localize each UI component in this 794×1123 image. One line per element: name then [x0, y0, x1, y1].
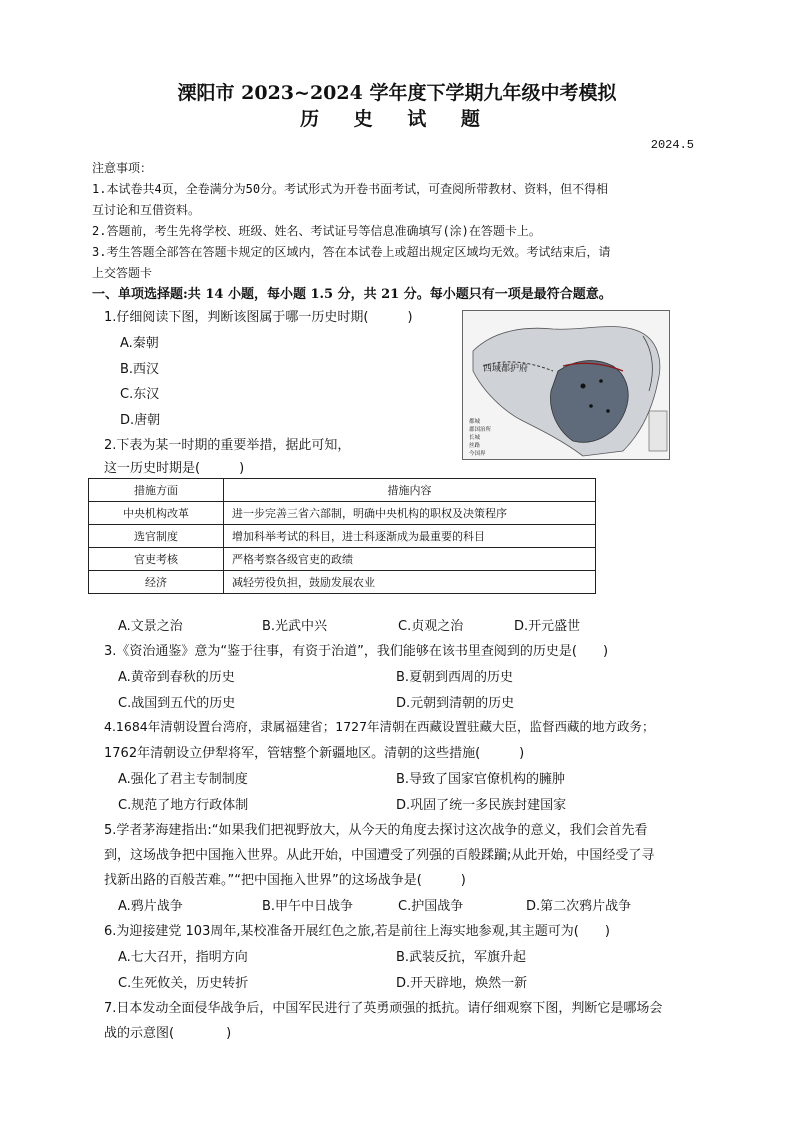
q6-option-b: B.武装反抗，军旗升起: [396, 950, 527, 965]
map-drawing: [463, 311, 669, 459]
q1-option-d: D.唐朝: [120, 413, 161, 428]
q4-option-b: B.导致了国家官僚机构的臃肿: [396, 772, 566, 787]
q3-option-c: C.战国到五代的历史: [118, 696, 236, 711]
map-legend-item: 长城: [469, 435, 481, 441]
map-legend-item: 丝路: [469, 443, 481, 449]
table-cell: 经济: [89, 571, 224, 594]
question-3-stem: 3.《资治通鉴》意为“鉴于往事，有资于治道”，我们能够在该书里查阅到的历史是( ): [104, 644, 609, 659]
q1-option-c: C.东汉: [120, 387, 160, 402]
table-cell: 官吏考核: [89, 548, 224, 571]
question-4-stem: 1762年清朝设立伊犁将军，管辖整个新疆地区。清朝的这些措施( ): [104, 746, 525, 761]
map-legend-item: 郡国治所: [469, 427, 492, 433]
table-cell: 进一步完善三省六部制，明确中央机构的职权及决策程序: [224, 502, 596, 525]
q5-option-b: B.甲午中日战争: [262, 899, 354, 914]
q6-option-d: D.开天辟地，焕然一新: [396, 976, 528, 991]
table-row: [89, 502, 596, 525]
table-row: [89, 548, 596, 571]
question-5-stem: 到，这场战争把中国拖入世界。从此开始，中国遭受了列强的百般蹂躏;从此开始，中国经受了寻: [104, 848, 655, 863]
question-4-stem: 4.1684年清朝设置台湾府，隶属福建省；1727年清朝在西藏设置驻藏大臣，监督西藏的地方政务；: [104, 719, 655, 734]
question-2-stem: 这一历史时期是( ): [104, 461, 245, 476]
q2-option-d: D.开元盛世: [514, 619, 581, 634]
question-5-stem: 找新出路的百般苦难。”“把中国拖入世界”的这场战争是( ): [104, 873, 466, 888]
table-cell: 严格考察各级官吏的政绩: [224, 548, 596, 571]
q5-option-a: A.鸦片战争: [118, 899, 183, 914]
question-7-stem: 7.日本发动全面侵华战争后，中国军民进行了英勇顽强的抵抗。请仔细观察下图，判断它是哪场会: [104, 1001, 663, 1016]
notes-block: [92, 158, 610, 284]
q2-option-c: C.贞观之治: [398, 619, 464, 634]
notes-line: 2.答题前，考生先将学校、班级、姓名、考试证号等信息准确填写(涂)在答题卡上。: [92, 224, 541, 238]
table-row: [89, 571, 596, 594]
exam-date: 2024.5: [650, 138, 694, 152]
section-heading: 一、单项选择题:共 14 小题，每小题 1.5 分，共 21 分。每小题只有一项是最符合题意。: [92, 287, 612, 302]
question-5-stem: 5.学者茅海建指出:“如果我们把视野放大，从今天的角度去探讨这次战争的意义，我们会首先看: [104, 823, 648, 838]
table-cell: 减轻劳役负担，鼓励发展农业: [224, 571, 596, 594]
q3-option-b: B.夏朝到西周的历史: [396, 670, 514, 685]
q1-option-a: A.秦朝: [120, 336, 159, 351]
notes-line: 互讨论和互借资料。: [92, 203, 201, 217]
measures-table: [88, 478, 596, 594]
q1-option-b: B.西汉: [120, 362, 160, 377]
table-header-cell: 措施内容: [224, 479, 596, 502]
q4-option-c: C.规范了地方行政体制: [118, 798, 249, 813]
q4-option-d: D.巩固了统一多民族封建国家: [396, 798, 567, 813]
notes-heading: 注意事项：: [92, 161, 153, 175]
q5-option-c: C.护国战争: [398, 899, 464, 914]
table-header-row: [89, 479, 596, 502]
notes-line: 上交答题卡: [92, 266, 153, 280]
q6-option-a: A.七大召开，指明方向: [118, 950, 248, 965]
exam-subtitle: 历 史 试 题: [300, 108, 494, 130]
q2-option-b: B.光武中兴: [262, 619, 328, 634]
table-row: [89, 525, 596, 548]
exam-title: 溧阳市 2023~2024 学年度下学期九年级中考模拟: [177, 82, 617, 104]
q2-option-a: A.文景之治: [118, 619, 183, 634]
question-7-stem: 战的示意图( ): [104, 1026, 232, 1041]
q3-option-d: D.元朝到清朝的历史: [396, 696, 515, 711]
map-legend-item: 今国界: [469, 451, 486, 457]
map-label-protectorate: 西域都护府: [483, 364, 529, 374]
table-cell: 中央机构改革: [89, 502, 224, 525]
table-cell: 选官制度: [89, 525, 224, 548]
question-1-stem: 1.仔细阅读下图，判断该图属于哪一历史时期( ): [104, 310, 413, 325]
table-header-cell: 措施方面: [89, 479, 224, 502]
q5-option-d: D.第二次鸦片战争: [526, 899, 632, 914]
notes-line: 3.考生答题全部答在答题卡规定的区域内，答在本试卷上或超出规定区域均无效。考试结束后，请: [92, 245, 611, 259]
table-cell: 增加科举考试的科目，进士科逐渐成为最重要的科目: [224, 525, 596, 548]
question-2-stem: 2.下表为某一时期的重要举措，据此可知，: [104, 438, 351, 453]
q6-option-c: C.生死攸关，历史转折: [118, 976, 249, 991]
map-legend-item: 都城: [469, 419, 481, 425]
notes-line: 1.本试卷共4页，全卷满分为50分。考试形式为开卷书面考试，可查阅所带教材、资料，但不得相: [92, 182, 609, 196]
historical-map: [462, 310, 670, 460]
question-6-stem: 6.为迎接建党 103周年,某校准备开展红色之旅,若是前往上海实地参观,其主题可为( ): [104, 924, 610, 939]
q4-option-a: A.强化了君主专制制度: [118, 772, 248, 787]
q3-option-a: A.黄帝到春秋的历史: [118, 670, 235, 685]
